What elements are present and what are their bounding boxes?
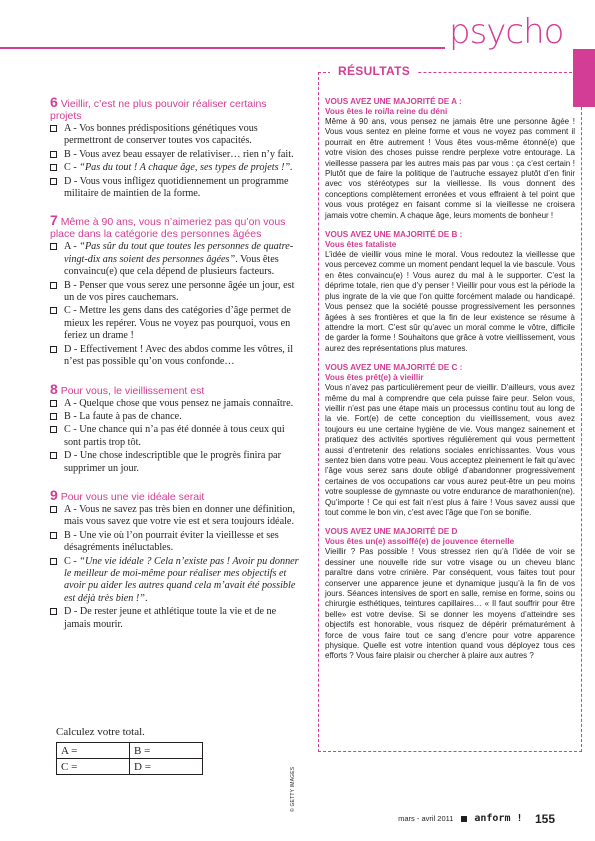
result-heading: VOUS AVEZ UNE MAJORITÉ DE A : [325,97,462,106]
issue-date: mars - avril 2011 [398,814,454,824]
option-d[interactable] [50,450,300,475]
checkbox-icon[interactable] [50,413,57,420]
option-b[interactable] [50,280,300,305]
option-quote: “Pas sûr du tout que toutes les personnes de quatre-vingt-dix ans soient des personnes âgées” [64,241,294,265]
question-title [50,214,300,240]
questions-column [50,96,300,645]
question-title [50,380,300,397]
result-subheading: Vous êtes prêt(e) à vieillir [325,373,424,383]
option-text-after: . Vous êtes convaincu(e) que cela dépend de plusieurs facteurs. [64,253,279,278]
result-text: L’idée de vieillir vous mine le moral. Vous redoutez la vieillesse que vous percevez comme un moment pendant lequel la vie bascule. Vous en êtes convaincu(e) ! Vous aurez du mal à le supporter. C’est la déprime totale, rien que d’y penser ! Vieillir pour vous est la période la plus ingrate de la vie que l’on quitte forcément malade ou handicapé. Vous pensez que la société pousse progressivement les personnes âgées à ses frontières et que la fin de leur existence se résume à attendre la mort. C’est sûr qu’avec un moral comme le vôtre, difficile de garder la forme ! Souhaitons que grâce à votre vieillissement, vous aurez des représentations plus matures. [325,250,575,353]
checkbox-icon[interactable] [50,282,57,289]
checkbox-icon[interactable] [50,426,57,433]
option-c[interactable] [50,162,300,174]
question-6 [50,96,300,200]
result-subheading: Vous êtes un(e) assoiffé(e) de jouvence éternelle [325,537,515,547]
result-subheading: Vous êtes le roi/la reine du déni [325,107,448,116]
option-c[interactable] [50,424,300,449]
question-number: 9 [50,486,58,503]
score-cell-d[interactable]: D = [130,759,203,775]
checkbox-icon[interactable] [50,243,57,250]
question-title [50,96,300,122]
photo-credit: © GETTY IMAGES [290,766,296,812]
section-title [445,12,595,54]
result-text: Même à 90 ans, vous pensez ne jamais être une personne âgée ! Vous vous sentez en pleine forme et vous ne voyez pas comment il pourrait en être autrement ! Vous êtes vous-même étonné(e) que votre vision des choses puisse rendre perplexe votre entourage. La vieillesse passera par les autres mais pas par vous : ça c’est certain ! Plutôt que de faire la politique de l’autruche essayez plutôt d’en finir avec vos stéréotypes sur la vieillesse. Ils vous donnent des conceptions complètement erronées et vous effraient à tel point que vous vous protégez en faisant comme si la vieillesse ne croisera jamais votre chemin. A chaque âge, leurs moments de bonheur ! [325,117,575,220]
magazine-name: anform ! [474,813,523,825]
result-d [325,527,575,661]
question-title [50,486,300,503]
option-a[interactable] [50,398,300,410]
question-7 [50,214,300,368]
result-text: Vous n’avez pas particulièrement peur de vieillir. D’ailleurs, vous avez même du mal à comprendre que cela puisse faire peur. Selon vous, vieillir n’est pas une étape mais un processus continu tout au long de la vie. Fort(e) de cette conception du vieillissement, vous avez toujours eu une certaine hygiène de vie. Vous mangez sainement et pratiquez des activités sportives régulièrement qui vous permettent aussi d’entretenir des relations sociales enrichissantes. Vous vous sentez bien dans votre peau. Vous acceptez pleinement le fait qu’avec l’âge vous serez sans doute obligé d’abandonner progressivement certaines de vos occupations car vous aurez peut-être un peu moins votre souplesse de gymnaste ou votre endurance de marathonien(ne). Qu’importe ! Ce qui est fait n’est plus à faire ! Vous savez aussi que tout comme le bon vin, c’est avec l’âge que l’on se bonifie. [325,383,575,517]
checkbox-icon[interactable] [50,506,57,513]
question-text: Même à 90 ans, vous n’aimeriez pas qu’on vous place dans la catégorie des personnes âgées [50,216,286,241]
score-cell-a[interactable]: A = [57,743,130,759]
option-text: C - [64,555,80,567]
option-a[interactable] [50,504,300,529]
question-9 [50,486,300,631]
calc-label: Calculez votre total. [56,726,145,738]
option-d[interactable] [50,344,300,369]
results-column [325,97,575,671]
option-b[interactable] [50,411,300,423]
checkbox-icon[interactable] [50,164,57,171]
checkbox-icon[interactable] [50,558,57,565]
question-text: Vieillir, c’est ne plus pouvoir réaliser certains projets [50,98,267,122]
checkbox-icon[interactable] [50,307,57,314]
checkbox-icon[interactable] [50,608,57,615]
checkbox-icon[interactable] [50,452,57,459]
score-table [56,742,203,775]
results-label-wrap [318,59,428,85]
option-d[interactable] [50,176,300,201]
option-text: D - De rester jeune et athlétique toute la vie et de ne jamais mourir. [64,606,277,630]
option-text: C - Une chance qui n’a pas été donnée à tous ceux qui sont partis trop tôt. [64,424,285,448]
result-c [325,363,575,518]
question-number: 7 [50,212,58,229]
option-quote: “Une vie idéale ? Cela n’existe pas ! Avoir pu donner le meilleur de moi-même pour réaliser mes objectifs et avoir pu aider les autres quand cela m’avait été possible est déjà très bien !” [64,555,299,604]
section-tab [573,49,595,107]
checkbox-icon[interactable] [50,178,57,185]
result-subheading: Vous êtes fataliste [325,240,397,250]
checkbox-icon[interactable] [50,400,57,407]
results-frame-bottom [318,751,582,752]
result-text: Vieillir ? Pas possible ! Vous stressez rien qu’à l’idée de voir se dessiner une nouvelle ride sur votre visage ou un cheveu blanc paraître dans votre crinière. Par conséquent, vous faites tout pour conserver une apparence jeune et dynamique jusqu’à la fin de vos jours. Séances intensives de sport en salle, remise en forme, soins ou chirurgie esthétiques, teintures capillaires… « Il faut souffrir pour être belle» est votre devise. Si se donner les moyens d’atteindre ses objectifs est honorable, vous risquez de dépérir prématurément à force de vous faire tout ce sang d’encre pour votre apparence physique. Quelle est votre intention quand vous déployez tous ces efforts ? Vous faire plaisir ou chercher à plaire aux autres ? [325,547,575,661]
option-quote: “Pas du tout ! A chaque âge, ses types de projets !”. [79,162,293,174]
question-text: Pour vous une vie idéale serait [57,490,205,503]
result-heading: VOUS AVEZ UNE MAJORITÉ DE C : [325,363,463,373]
option-b[interactable] [50,149,300,161]
option-text: B - Penser que vous serez une personne âgée un jour, est un de vos pires cauchemars. [64,279,295,304]
results-frame-right [581,72,582,752]
score-cell-c[interactable]: C = [57,759,130,775]
question-text: Pour vous, le vieillissement est [57,384,205,397]
option-text: A - Quelque chose que vous pensez ne jamais connaître. [64,397,294,409]
results-frame-left [318,72,319,752]
section-title-text: psycho [449,12,564,52]
option-text: B - La faute à pas de chance. [64,410,182,422]
option-a[interactable] [50,123,300,148]
question-number: 8 [50,380,58,397]
option-text: A - Vous ne savez pas très bien en donner une définition, mais vous savez que votre vie est et sera toujours idéale. [64,503,296,528]
option-text: D - Vous vous infligez quotidiennement un programme militaire de maintien de la forme. [64,175,289,200]
option-text-after: . [144,592,148,604]
option-text: D - Effectivement ! Avec des abdos comme les vôtres, il n’est pas possible qu’on vous confonde… [64,343,294,368]
option-d[interactable] [50,606,300,631]
square-bullet-icon [461,816,467,822]
result-a [325,97,575,221]
score-cell-b[interactable]: B = [130,743,203,759]
option-text: B - Vous avez beau essayer de relativiser… rien n’y fait. [64,148,294,160]
result-heading: VOUS AVEZ UNE MAJORITÉ DE D [325,527,458,537]
question-8 [50,380,300,475]
checkbox-icon[interactable] [50,125,57,132]
option-b[interactable] [50,530,300,555]
result-b [325,230,575,354]
result-heading: VOUS AVEZ UNE MAJORITÉ DE B : [325,230,463,240]
option-text: C - [64,162,80,174]
checkbox-icon[interactable] [50,151,57,158]
option-text: A - Vos bonnes prédispositions génétiques vous permettront de conserver toutes vos capacités. [64,123,258,147]
results-label: RÉSULTATS [338,64,411,78]
question-number: 6 [50,94,58,110]
option-text: C - Mettre les gens dans des catégories d’âge permet de mieux les repérer. Vous ne voyez pas pourquoi, vous en feriez un drame ! [64,305,291,342]
option-text: B - Une vie où l’on pourrait éviter la vieillesse et ses désagréments inéluctables. [64,529,279,554]
page-number: 155 [534,811,555,826]
checkbox-icon[interactable] [50,532,57,539]
page-footer [398,810,555,826]
checkbox-icon[interactable] [50,346,57,353]
option-a[interactable] [50,241,300,278]
option-text: A - [64,241,80,253]
option-text: D - Une chose indescriptible que le progrès finira par supprimer un jour. [64,450,281,474]
option-c[interactable] [50,305,300,342]
option-c[interactable] [50,556,300,606]
